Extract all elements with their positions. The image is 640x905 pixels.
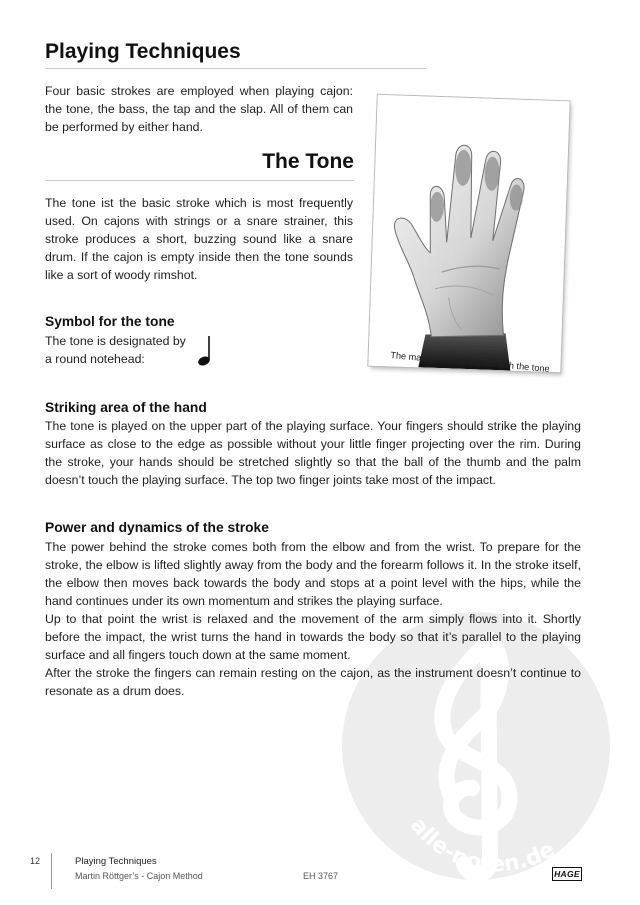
page-title: Playing Techniques [45, 40, 241, 63]
symbol-heading: Symbol for the tone [45, 314, 175, 329]
striking-area-heading: Striking area of the hand [45, 400, 207, 415]
hand-photo [368, 95, 569, 373]
footer-divider [51, 853, 52, 889]
tone-divider [45, 180, 354, 181]
power-paragraph-3: After the stroke the fingers can remain resting on the cajon, as the instrument doesn’t continue to resonate as a drum does. [45, 666, 581, 698]
footer-book-title: Martin Röttger’s - Cajon Method [75, 871, 203, 881]
title-divider [45, 68, 427, 69]
striking-area-paragraph: The tone is played on the upper part of the playing surface. Your fingers should strike the playing surface as close to the edge as possible without your little finger projecting over the rim. During the stroke, your hands should be stretched slightly so that the ball of the thumb and the palm doesn’t touch the playing surface. The top two finger joints take most of the impact. [45, 419, 581, 487]
watermark-text: alle-noten.de [405, 813, 560, 878]
footer-edition-code: EH 3767 [303, 871, 339, 881]
power-paragraph-1: The power behind the stroke comes both from the elbow and from the wrist. To prepare for the stroke, the elbow is lifted slightly away from the body and the forearm follows it. In the stroke itself, the elbow then moves back towards the body and stops at a point level with the hips, while the hand continues under its own momentum and strikes the playing surface. [45, 540, 581, 608]
symbol-paragraph: The tone is designated by a round notehead: [45, 334, 186, 366]
page-number: 12 [30, 856, 41, 866]
intro-paragraph: Four basic strokes are employed when playing cajon: the tone, the bass, the tap and the slap. All of them can be performed by either hand. [45, 84, 353, 134]
footer-section-title: Playing Techniques [75, 856, 157, 867]
power-paragraph-2: Up to that point the wrist is relaxed and the movement of the arm simply flows into it. Shortly before the impact, the wrist turns the hand in towards the body so that it’s parallel to the playing surface and all fingers touch down at the same moment. [45, 612, 581, 662]
tone-paragraph: The tone ist the basic stroke which is most frequently used. On cajons with strings or a snare strainer, this stroke produces a short, buzzing sound like a snare drum. If the cajon is empty inside then the tone sounds like a sort of woody rimshot. [45, 196, 353, 282]
publisher-logo: HAGE [552, 867, 582, 881]
power-dynamics-text [45, 538, 581, 700]
photo-caption: The main points of impact with the tone [389, 350, 551, 374]
hand-illustration [368, 95, 569, 373]
power-dynamics-heading: Power and dynamics of the stroke [45, 520, 269, 535]
section-title-tone: The Tone [262, 150, 354, 173]
quarter-note-icon [196, 334, 214, 368]
